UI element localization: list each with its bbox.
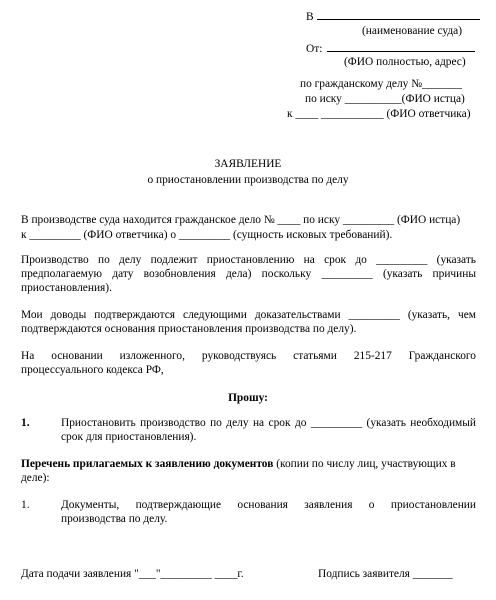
court-caption: (наименование суда) <box>362 25 463 37</box>
attachments-heading <box>21 457 476 485</box>
claim-line: по иску __________(ФИО истца) <box>305 93 465 105</box>
document-subtitle: о приостановлении производства по делу <box>147 174 349 186</box>
filing-date-line: Дата подачи заявления "___"_________ ____г. <box>21 568 244 580</box>
from-caption: (ФИО полностью, адрес) <box>344 56 466 68</box>
paragraph-evidence: Мои доводы подтверждаются следующими доказательствами _________ (указать, чем подтверждаются основания приостановления производства по делу). <box>21 309 476 335</box>
signature-line: Подпись заявителя _______ <box>318 568 453 580</box>
court-line <box>306 8 480 24</box>
defendant-line: к ____ ___________ (ФИО ответчика) <box>287 108 471 120</box>
request-item-number: 1. <box>21 417 30 429</box>
paragraph-suspension-reason: Производство по делу подлежит приостановлению на срок до _________ (указать предполагаемую дату возобновления дела) поскольку _________ (указать причины приостановления). <box>21 254 476 294</box>
from-line <box>306 40 475 56</box>
attachment-item-number: 1. <box>21 499 30 511</box>
request-heading: Прошу: <box>228 392 268 404</box>
paragraph-legal-basis: На основании изложенного, руководствуясь статьями 215-217 Гражданского процессуального кодекса РФ, <box>21 350 476 376</box>
court-blank <box>317 8 480 20</box>
from-prefix: От: <box>306 43 323 55</box>
attachments-heading-bold: Перечень прилагаемых к заявлению документов <box>21 458 274 470</box>
paragraph-case-line2: к _________ (ФИО ответчика) о _________ (сущность исковых требований). <box>21 229 393 241</box>
from-blank <box>327 40 475 52</box>
document-title: ЗАЯВЛЕНИЕ <box>214 158 282 170</box>
attachments-heading-rest: (копии по числу лиц, участвующих в деле): <box>21 458 456 484</box>
to-prefix: В <box>306 11 314 23</box>
case-number-line: по гражданскому делу №_______ <box>300 78 462 90</box>
paragraph-case-line1: В производстве суда находится гражданское дело № ____ по иску _________ (ФИО истца) <box>21 214 461 226</box>
attachment-item-text: Документы, подтверждающие основания заявления о приостановлении производства по делу. <box>61 499 476 525</box>
request-item-text: Приостановить производство по делу на срок до _________ (указать необходимый срок для приостановления). <box>61 417 476 443</box>
